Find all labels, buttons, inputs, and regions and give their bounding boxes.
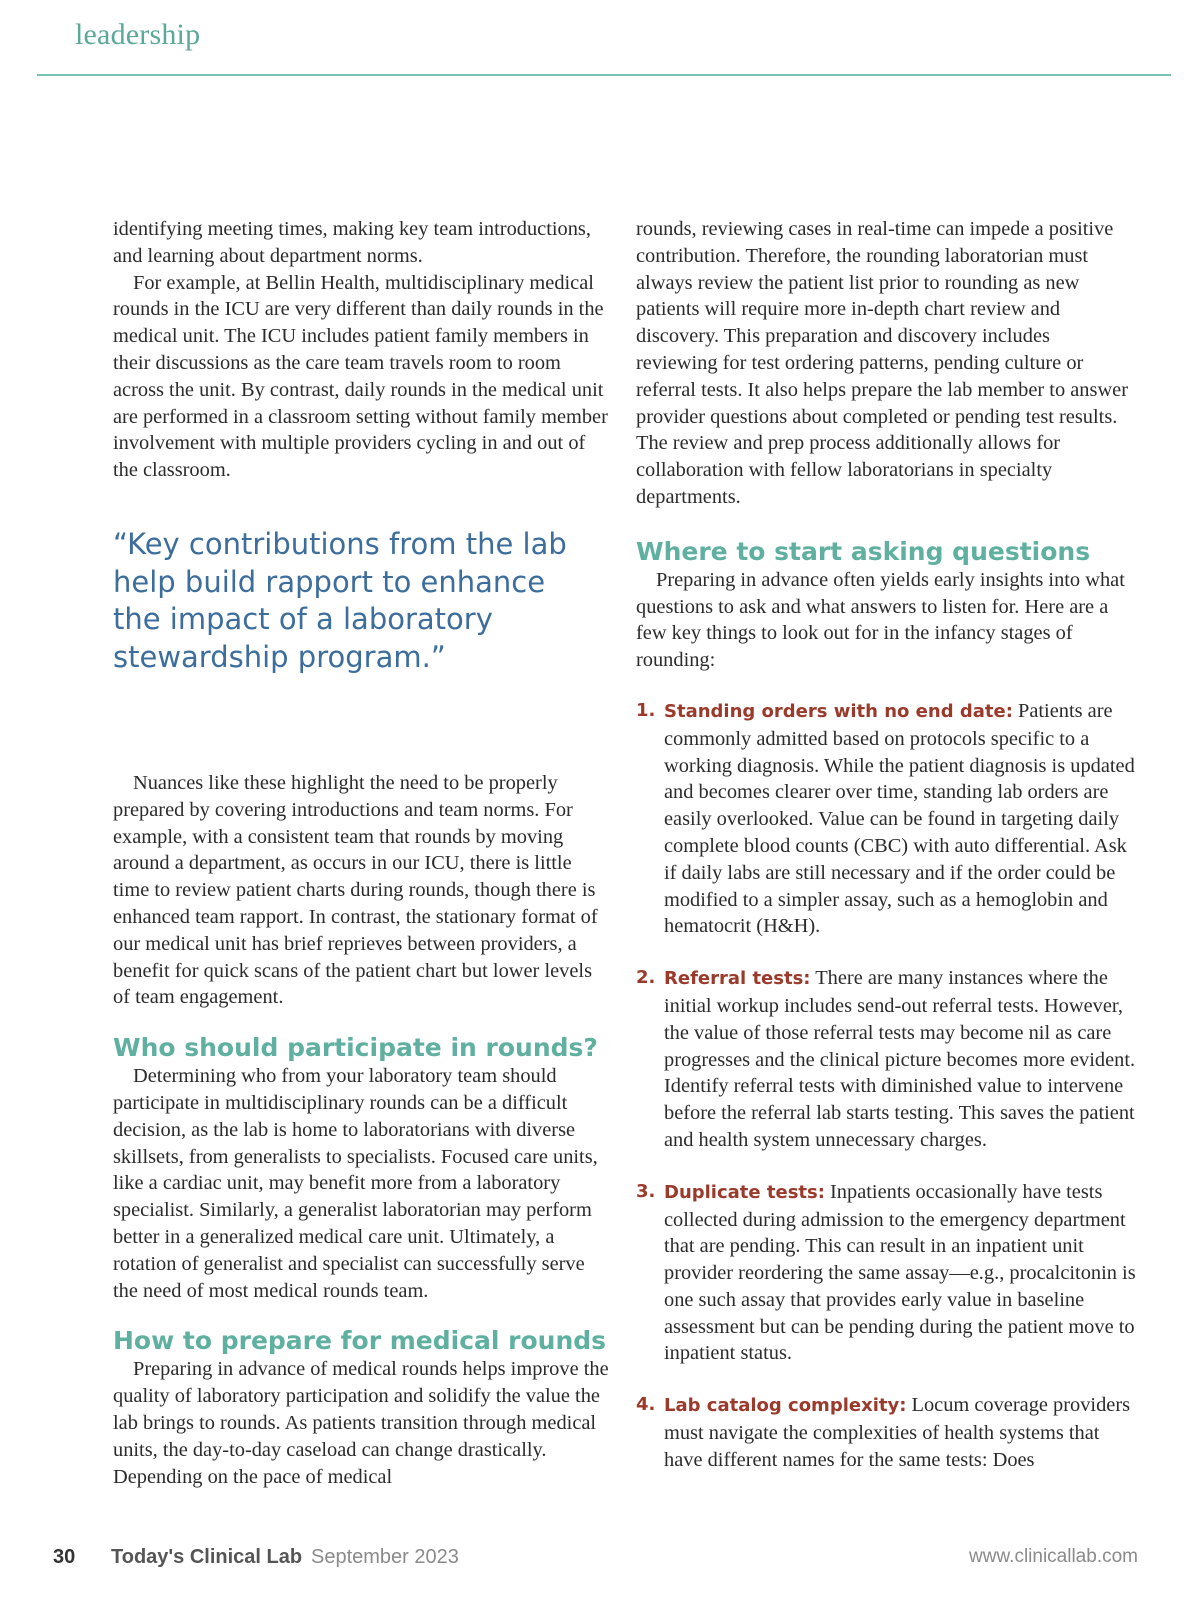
left-column	[113, 216, 611, 1490]
pull-quote: “Key contributions from the lab help build rapport to enhance the impact of a laboratory stewardship program.”	[113, 526, 567, 674]
header-rule	[37, 74, 1171, 76]
list-item-text: There are many instances where the initial workup includes send-out referral tests. However, the value of those referral tests may become nil as care progresses and the clinical picture becomes more evident. Identify referral tests with diminished value to intervene before the referral lab starts testing. This saves the patient and health system unnecessary charges.	[664, 967, 1136, 1151]
list-item-lead: Lab catalog complexity:	[664, 1395, 907, 1417]
heading-how-to-prepare: How to prepare for medical rounds	[113, 1326, 607, 1356]
list-item	[636, 1392, 1136, 1473]
list-item-text: Inpatients occasionally have tests collected during admission to the emergency department that are pending. This can result in an inpatient unit provider reordering the same assay—e.g., procalcitonin is one such assay that provides early value in baseline assessment but can be pending during the patient move to inpatient status.	[664, 1180, 1136, 1365]
list-number: 2.	[636, 967, 656, 989]
paragraph: Nuances like these highlight the need to be properly prepared by covering introductions and team norms. For example, with a consistent team that rounds by moving around a department, as occurs in our ICU, there is little time to review patient charts during rounds, though there is enhanced team rapport. In contrast, the stationary format of our medical unit has brief reprieves between providers, a benefit for quick scans of the patient chart but lower levels of team engagement.	[113, 771, 598, 1009]
tips-list	[636, 698, 1136, 1474]
list-item	[636, 1179, 1136, 1368]
heading-where-to-start: Where to start asking questions	[636, 536, 1091, 566]
list-item-lead: Duplicate tests:	[664, 1181, 825, 1203]
list-item	[636, 965, 1136, 1154]
page-number: 30	[53, 1546, 76, 1568]
magazine-title: Today's Clinical Lab	[111, 1546, 303, 1568]
right-column	[636, 216, 1136, 1499]
list-item-text: Locum coverage providers must navigate the complexities of health systems that have different names for the same tests: Does	[664, 1394, 1131, 1471]
list-number: 4.	[636, 1394, 656, 1416]
list-item-lead: Standing orders with no end date:	[664, 700, 1013, 722]
issue-date: September 2023	[311, 1546, 459, 1568]
paragraph: identifying meeting times, making key team introductions, and learning about department norms.	[113, 218, 591, 267]
list-item	[636, 698, 1136, 940]
list-item-text: Patients are commonly admitted based on protocols specific to a working diagnosis. While the patient diagnosis is updated and becomes clearer over time, standing lab orders are easily overlooked. Value can be found in targeting daily complete blood counts (CBC) with auto differential. Ask if daily labs are still necessary and if the order could be modified to a simpler assay, such as a hemoglobin and hematocrit (H&H).	[664, 699, 1135, 938]
paragraph: Preparing in advance of medical rounds helps improve the quality of laboratory participation and solidify the value the lab brings to rounds. As patients transition through medical units, the day-to-day caseload can change drastically. Depending on the pace of medical	[113, 1358, 609, 1488]
website-link[interactable]: www.clinicallab.com	[969, 1546, 1138, 1567]
paragraph: rounds, reviewing cases in real-time can impede a positive contribution. Therefore, the rounding laboratorian must always review the patient list prior to rounding as new patients will require more in-depth chart review and discovery. This preparation and discovery includes reviewing for test ordering patterns, pending culture or referral tests. It also helps prepare the lab member to answer provider questions about completed or pending test results. The review and prep process additionally allows for collaboration with fellow laboratorians in specialty departments.	[636, 218, 1129, 508]
paragraph: Determining who from your laboratory team should participate in multidisciplinary rounds can be a difficult decision, as the lab is home to laboratorians with diverse skillsets, from generalists to specialists. Focused care units, like a cardiac unit, may benefit more from a laboratory specialist. Similarly, a generalist laboratorian may perform better in a generalized medical care unit. Ultimately, a rotation of generalist and specialist can successfully serve the need of most medical rounds team.	[113, 1065, 598, 1302]
list-number: 3.	[636, 1180, 656, 1202]
paragraph: For example, at Bellin Health, multidisciplinary medical rounds in the ICU are very different than daily rounds in the medical unit. The ICU includes patient family members in their discussions as the care team travels room to room across the unit. By contrast, daily rounds in the medical unit are performed in a classroom setting without family member involvement with multiple providers cycling in and out of the classroom.	[113, 271, 608, 482]
list-number: 1.	[636, 699, 656, 721]
section-label: leadership	[75, 18, 201, 51]
heading-who-should-participate: Who should participate in rounds?	[113, 1033, 598, 1063]
paragraph: Preparing in advance often yields early insights into what questions to ask and what answers to listen for. Here are a few key things to look out for in the infancy stages of rounding:	[636, 568, 1125, 672]
list-item-lead: Referral tests:	[664, 968, 811, 990]
